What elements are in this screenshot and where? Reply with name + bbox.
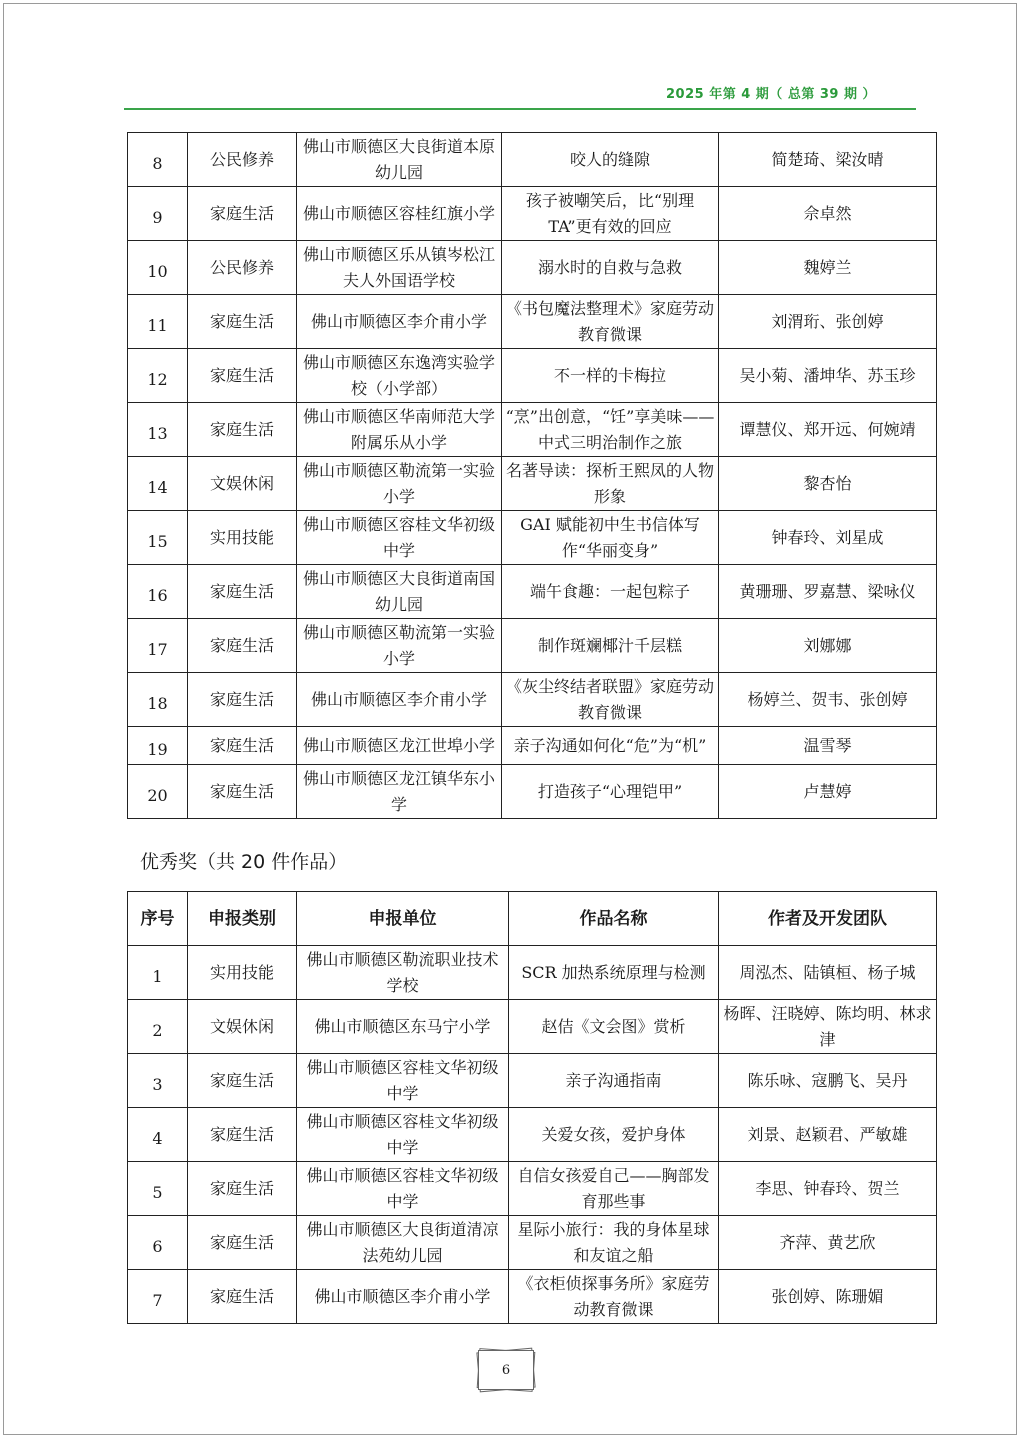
table-row (128, 511, 937, 565)
row-title: 《灰尘终结者联盟》家庭劳动教育微课 (502, 673, 719, 727)
table-row (128, 673, 937, 727)
row-number: 16 (128, 565, 188, 619)
header-divider (124, 108, 916, 110)
row-category: 家庭生活 (188, 1054, 297, 1108)
document-page (3, 3, 1017, 1435)
row-title: 关爱女孩，爱护身体 (509, 1108, 719, 1162)
table-row (128, 295, 937, 349)
row-authors: 刘渭珩、张创婷 (719, 295, 937, 349)
row-title: 名著导读：探析王熙凤的人物形象 (502, 457, 719, 511)
table-row (128, 1216, 937, 1270)
row-category: 家庭生活 (188, 187, 297, 241)
row-category: 公民修养 (188, 241, 297, 295)
row-category: 家庭生活 (188, 295, 297, 349)
award-table-continued (127, 132, 937, 819)
row-title: 自信女孩爱自己——胸部发育那些事 (509, 1162, 719, 1216)
row-authors: 黎杏怡 (719, 457, 937, 511)
row-unit: 佛山市顺德区勒流第一实验小学 (297, 619, 502, 673)
row-category: 家庭生活 (188, 349, 297, 403)
row-unit: 佛山市顺德区容桂文华初级中学 (297, 1108, 509, 1162)
row-unit: 佛山市顺德区容桂文华初级中学 (297, 1054, 509, 1108)
row-unit: 佛山市顺德区容桂红旗小学 (297, 187, 502, 241)
row-number: 4 (128, 1108, 188, 1162)
row-authors: 刘景、赵颖君、严敏雄 (719, 1108, 937, 1162)
row-authors: 卢慧婷 (719, 765, 937, 819)
section-title-excellence-award: 优秀奖（共 20 件作品） (140, 851, 348, 873)
row-category: 文娱休闲 (188, 457, 297, 511)
row-category: 家庭生活 (188, 727, 297, 765)
row-unit: 佛山市顺德区龙江世埠小学 (297, 727, 502, 765)
row-unit: 佛山市顺德区龙江镇华东小学 (297, 765, 502, 819)
row-authors: 黄珊珊、罗嘉慧、梁咏仪 (719, 565, 937, 619)
table-row (128, 1270, 937, 1324)
row-unit: 佛山市顺德区大良街道清凉法苑幼儿园 (297, 1216, 509, 1270)
row-authors: 简楚琦、梁汝晴 (719, 133, 937, 187)
row-category: 实用技能 (188, 511, 297, 565)
row-title: “烹”出创意，“饪”享美味——中式三明治制作之旅 (502, 403, 719, 457)
header-category: 申报类别 (188, 892, 297, 946)
row-number: 12 (128, 349, 188, 403)
table-row (128, 1000, 937, 1054)
row-unit: 佛山市顺德区容桂文华初级中学 (297, 1162, 509, 1216)
row-number: 6 (128, 1216, 188, 1270)
row-category: 家庭生活 (188, 565, 297, 619)
row-title: 溺水时的自救与急救 (502, 241, 719, 295)
row-authors: 温雪琴 (719, 727, 937, 765)
row-authors: 魏婷兰 (719, 241, 937, 295)
row-unit: 佛山市顺德区东逸湾实验学校（小学部） (297, 349, 502, 403)
row-authors: 谭慧仪、郑开远、何婉靖 (719, 403, 937, 457)
row-number: 7 (128, 1270, 188, 1324)
row-number: 19 (128, 727, 188, 765)
row-title: 孩子被嘲笑后，比“别理 TA”更有效的回应 (502, 187, 719, 241)
issue-header: 2025 年第 4 期（ 总第 39 期 ） (666, 87, 876, 102)
row-title: 星际小旅行：我的身体星球和友谊之船 (509, 1216, 719, 1270)
row-authors: 张创婷、陈珊媚 (719, 1270, 937, 1324)
table-row (128, 349, 937, 403)
row-number: 18 (128, 673, 188, 727)
row-title: 《衣柜侦探事务所》家庭劳动教育微课 (509, 1270, 719, 1324)
row-category: 家庭生活 (188, 1162, 297, 1216)
row-unit: 佛山市顺德区大良街道南国幼儿园 (297, 565, 502, 619)
table-row (128, 403, 937, 457)
row-title: 亲子沟通如何化“危”为“机” (502, 727, 719, 765)
row-number: 8 (128, 133, 188, 187)
row-authors: 杨婷兰、贺韦、张创婷 (719, 673, 937, 727)
row-category: 实用技能 (188, 946, 297, 1000)
row-title: 咬人的缝隙 (502, 133, 719, 187)
row-category: 家庭生活 (188, 619, 297, 673)
row-category: 家庭生活 (188, 673, 297, 727)
table-row (128, 1108, 937, 1162)
row-number: 1 (128, 946, 188, 1000)
table-row (128, 1054, 937, 1108)
row-authors: 齐萍、黄艺欣 (719, 1216, 937, 1270)
row-title: 制作斑斓椰汁千层糕 (502, 619, 719, 673)
row-category: 家庭生活 (188, 1216, 297, 1270)
table-row (128, 133, 937, 187)
row-title: 亲子沟通指南 (509, 1054, 719, 1108)
row-unit: 佛山市顺德区勒流第一实验小学 (297, 457, 502, 511)
row-authors: 杨晖、汪晓婷、陈均明、林求津 (719, 1000, 937, 1054)
row-number: 11 (128, 295, 188, 349)
row-authors: 陈乐咏、寇鹏飞、吴丹 (719, 1054, 937, 1108)
row-unit: 佛山市顺德区华南师范大学附属乐从小学 (297, 403, 502, 457)
table-header-row (128, 892, 937, 946)
row-category: 家庭生活 (188, 1270, 297, 1324)
row-unit: 佛山市顺德区李介甫小学 (297, 1270, 509, 1324)
row-unit: 佛山市顺德区东马宁小学 (297, 1000, 509, 1054)
row-title: 赵佶《文会图》赏析 (509, 1000, 719, 1054)
row-number: 14 (128, 457, 188, 511)
row-authors: 佘卓然 (719, 187, 937, 241)
excellence-award-table (127, 891, 937, 1324)
row-authors: 吴小菊、潘坤华、苏玉珍 (719, 349, 937, 403)
row-number: 2 (128, 1000, 188, 1054)
table-row (128, 619, 937, 673)
table-row (128, 1162, 937, 1216)
header-unit: 申报单位 (297, 892, 509, 946)
row-number: 20 (128, 765, 188, 819)
header-title: 作品名称 (509, 892, 719, 946)
table-row (128, 765, 937, 819)
page-number-badge (474, 1346, 536, 1392)
row-title: 不一样的卡梅拉 (502, 349, 719, 403)
table-row (128, 946, 937, 1000)
row-number: 13 (128, 403, 188, 457)
row-title: 《书包魔法整理术》家庭劳动教育微课 (502, 295, 719, 349)
row-title: 打造孩子“心理铠甲” (502, 765, 719, 819)
row-category: 文娱休闲 (188, 1000, 297, 1054)
table-row (128, 187, 937, 241)
row-category: 家庭生活 (188, 1108, 297, 1162)
row-authors: 刘娜娜 (719, 619, 937, 673)
row-title: SCR 加热系统原理与检测 (509, 946, 719, 1000)
row-number: 15 (128, 511, 188, 565)
page-number: 6 (478, 1350, 534, 1390)
row-title: GAI 赋能初中生书信体写作“华丽变身” (502, 511, 719, 565)
row-title: 端午食趣：一起包粽子 (502, 565, 719, 619)
row-unit: 佛山市顺德区李介甫小学 (297, 673, 502, 727)
table-row (128, 565, 937, 619)
row-unit: 佛山市顺德区勒流职业技术学校 (297, 946, 509, 1000)
row-unit: 佛山市顺德区大良街道本原幼儿园 (297, 133, 502, 187)
row-authors: 周泓杰、陆镇桓、杨子城 (719, 946, 937, 1000)
header-number: 序号 (128, 892, 188, 946)
row-number: 9 (128, 187, 188, 241)
row-category: 家庭生活 (188, 403, 297, 457)
row-number: 5 (128, 1162, 188, 1216)
row-authors: 钟春玲、刘星成 (719, 511, 937, 565)
row-number: 17 (128, 619, 188, 673)
row-unit: 佛山市顺德区乐从镇岑松江夫人外国语学校 (297, 241, 502, 295)
row-category: 家庭生活 (188, 765, 297, 819)
header-authors: 作者及开发团队 (719, 892, 937, 946)
row-number: 3 (128, 1054, 188, 1108)
table-row (128, 457, 937, 511)
row-authors: 李思、钟春玲、贺兰 (719, 1162, 937, 1216)
row-number: 10 (128, 241, 188, 295)
table-row (128, 241, 937, 295)
row-unit: 佛山市顺德区容桂文华初级中学 (297, 511, 502, 565)
row-category: 公民修养 (188, 133, 297, 187)
row-unit: 佛山市顺德区李介甫小学 (297, 295, 502, 349)
table-row (128, 727, 937, 765)
